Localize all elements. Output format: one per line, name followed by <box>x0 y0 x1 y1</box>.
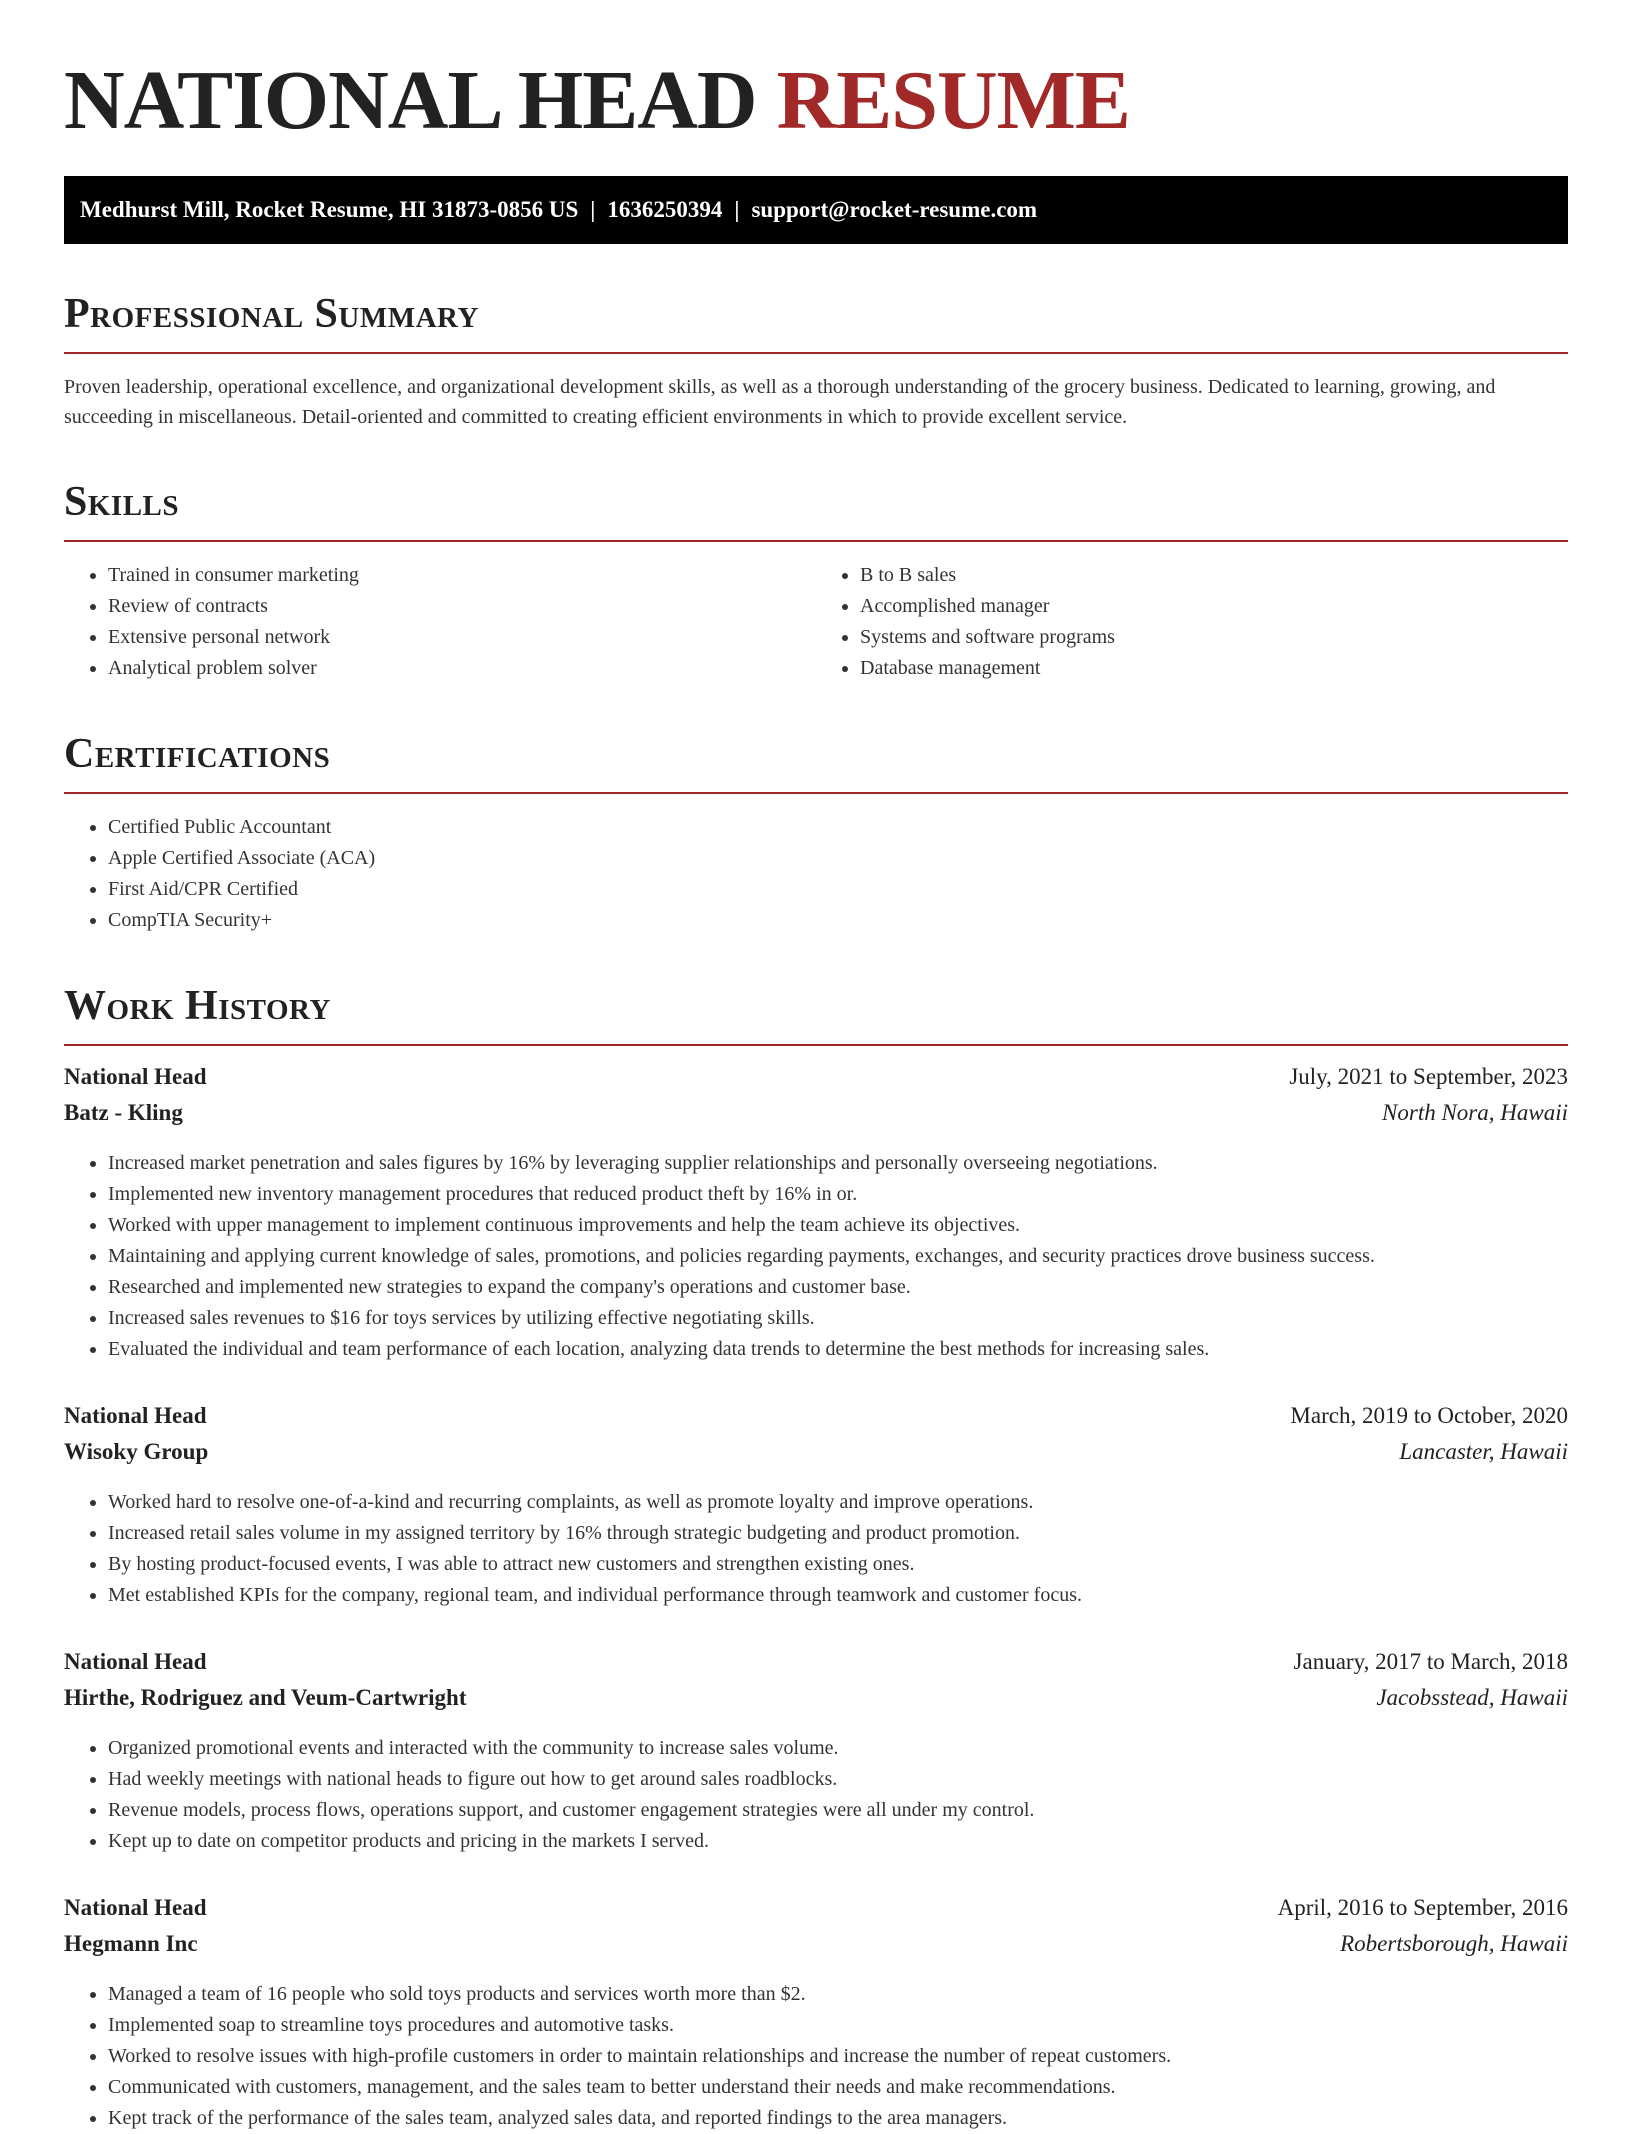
job-bullet: • Worked to resolve issues with high-profile customers in order to maintain relationships and increase the number of repeat customers. <box>108 2041 1568 2072</box>
job-bullet: • Researched and implemented new strategies to expand the company's operations and customer base. <box>108 1272 1568 1303</box>
contact-bar <box>64 176 1568 244</box>
job-entry <box>64 1895 1568 2134</box>
job-title: National Head <box>64 1895 207 1920</box>
work-history-heading: Work History <box>64 982 1568 1046</box>
job-dates: March, 2019 to October, 2020 <box>1290 1403 1568 1428</box>
skill-item: • B to B sales <box>860 560 1568 591</box>
job-company-row <box>64 1439 1568 1475</box>
job-title: National Head <box>64 1649 207 1674</box>
skill-item: • Database management <box>860 653 1568 684</box>
job-bullets <box>64 1148 1568 1365</box>
job-entry <box>64 1403 1568 1611</box>
job-entry <box>64 1064 1568 1365</box>
job-bullet: • Evaluated the individual and team performance of each location, analyzing data trends to determine the best methods for increasing sales. <box>108 1334 1568 1365</box>
job-bullets <box>64 1487 1568 1611</box>
job-bullet: • Increased retail sales volume in my assigned territory by 16% through strategic budgeting and product promotion. <box>108 1518 1568 1549</box>
job-bullet: • Communicated with customers, management, and the sales team to better understand their needs and make recommendations. <box>108 2072 1568 2103</box>
job-dates: July, 2021 to September, 2023 <box>1289 1064 1568 1089</box>
skill-item: • Systems and software programs <box>860 622 1568 653</box>
contact-separator: | <box>590 197 596 222</box>
job-dates: January, 2017 to March, 2018 <box>1293 1649 1568 1674</box>
job-location: Robertsborough, Hawaii <box>1340 1931 1568 1956</box>
job-location: Lancaster, Hawaii <box>1399 1439 1568 1464</box>
contact-phone: 1636250394 <box>607 197 723 222</box>
job-bullet: • Implemented soap to streamline toys procedures and automotive tasks. <box>108 2010 1568 2041</box>
job-bullet: • By hosting product-focused events, I was able to attract new customers and strengthen existing ones. <box>108 1549 1568 1580</box>
job-bullet: • Increased market penetration and sales figures by 16% by leveraging supplier relationships and personally overseeing negotiations. <box>108 1148 1568 1179</box>
skill-item: • Analytical problem solver <box>108 653 816 684</box>
resume-title <box>64 0 1568 147</box>
job-bullet: • Had weekly meetings with national heads to figure out how to get around sales roadblocks. <box>108 1764 1568 1795</box>
job-bullet: • Kept track of the performance of the sales team, analyzed sales data, and reported findings to the area managers. <box>108 2103 1568 2134</box>
job-company: Wisoky Group <box>64 1439 209 1464</box>
job-title: National Head <box>64 1064 207 1089</box>
job-company-row <box>64 1685 1568 1721</box>
skill-item: • Accomplished manager <box>860 591 1568 622</box>
contact-address: Medhurst Mill, Rocket Resume, HI 31873-0856 US <box>80 197 579 222</box>
job-company: Batz - Kling <box>64 1100 183 1125</box>
skills-heading: Skills <box>64 478 1568 542</box>
skill-item: • Review of contracts <box>108 591 816 622</box>
certifications-heading: Certifications <box>64 730 1568 794</box>
job-bullets <box>64 1733 1568 1857</box>
certifications-list <box>64 812 1568 936</box>
contact-separator: | <box>734 197 740 222</box>
job-header-row <box>64 1895 1568 1931</box>
contact-email[interactable]: support@rocket-resume.com <box>751 197 1038 222</box>
job-bullet: • Maintaining and applying current knowledge of sales, promotions, and policies regarding payments, exchanges, and security practices drove business success. <box>108 1241 1568 1272</box>
job-bullet: • Kept up to date on competitor products and pricing in the markets I served. <box>108 1826 1568 1857</box>
job-bullet: • Revenue models, process flows, operations support, and customer engagement strategies were all under my control. <box>108 1795 1568 1826</box>
skills-list-right <box>816 560 1568 684</box>
job-header-row <box>64 1064 1568 1100</box>
job-bullet: • Implemented new inventory management procedures that reduced product theft by 16% in or. <box>108 1179 1568 1210</box>
job-bullet: • Organized promotional events and interacted with the community to increase sales volume. <box>108 1733 1568 1764</box>
title-main: NATIONAL HEAD <box>64 54 757 147</box>
skill-item: • Trained in consumer marketing <box>108 560 816 591</box>
job-header-row <box>64 1403 1568 1439</box>
job-bullet: • Worked hard to resolve one-of-a-kind and recurring complaints, as well as promote loyalty and improve operations. <box>108 1487 1568 1518</box>
job-bullet: • Increased sales revenues to $16 for toys services by utilizing effective negotiating skills. <box>108 1303 1568 1334</box>
job-bullet: • Met established KPIs for the company, regional team, and individual performance through teamwork and customer focus. <box>108 1580 1568 1611</box>
job-location: Jacobsstead, Hawaii <box>1376 1685 1568 1710</box>
job-company-row <box>64 1100 1568 1136</box>
certification-item: • CompTIA Security+ <box>108 905 1568 936</box>
job-entry <box>64 1649 1568 1857</box>
job-location: North Nora, Hawaii <box>1382 1100 1568 1125</box>
summary-heading: Professional Summary <box>64 290 1568 354</box>
job-company-row <box>64 1931 1568 1967</box>
skills-columns <box>64 560 1568 684</box>
job-company: Hegmann Inc <box>64 1931 198 1956</box>
certification-item: • First Aid/CPR Certified <box>108 874 1568 905</box>
job-header-row <box>64 1649 1568 1685</box>
summary-text: Proven leadership, operational excellence, and organizational development skills, as well as a thorough understanding of the grocery business. Dedicated to learning, growing, and succeeding in miscellaneous. Detail-oriented and committed to creating efficient environments in which to provide excellent service. <box>64 376 1496 428</box>
skill-item: • Extensive personal network <box>108 622 816 653</box>
certification-item: • Apple Certified Associate (ACA) <box>108 843 1568 874</box>
job-bullets <box>64 1979 1568 2134</box>
job-bullet: • Worked with upper management to implement continuous improvements and help the team achieve its objectives. <box>108 1210 1568 1241</box>
skills-list-left <box>64 560 816 684</box>
job-bullet: • Managed a team of 16 people who sold toys products and services worth more than $2. <box>108 1979 1568 2010</box>
job-dates: April, 2016 to September, 2016 <box>1277 1895 1568 1920</box>
job-company: Hirthe, Rodriguez and Veum-Cartwright <box>64 1685 467 1710</box>
certification-item: • Certified Public Accountant <box>108 812 1568 843</box>
title-accent: RESUME <box>776 54 1130 147</box>
job-title: National Head <box>64 1403 207 1428</box>
